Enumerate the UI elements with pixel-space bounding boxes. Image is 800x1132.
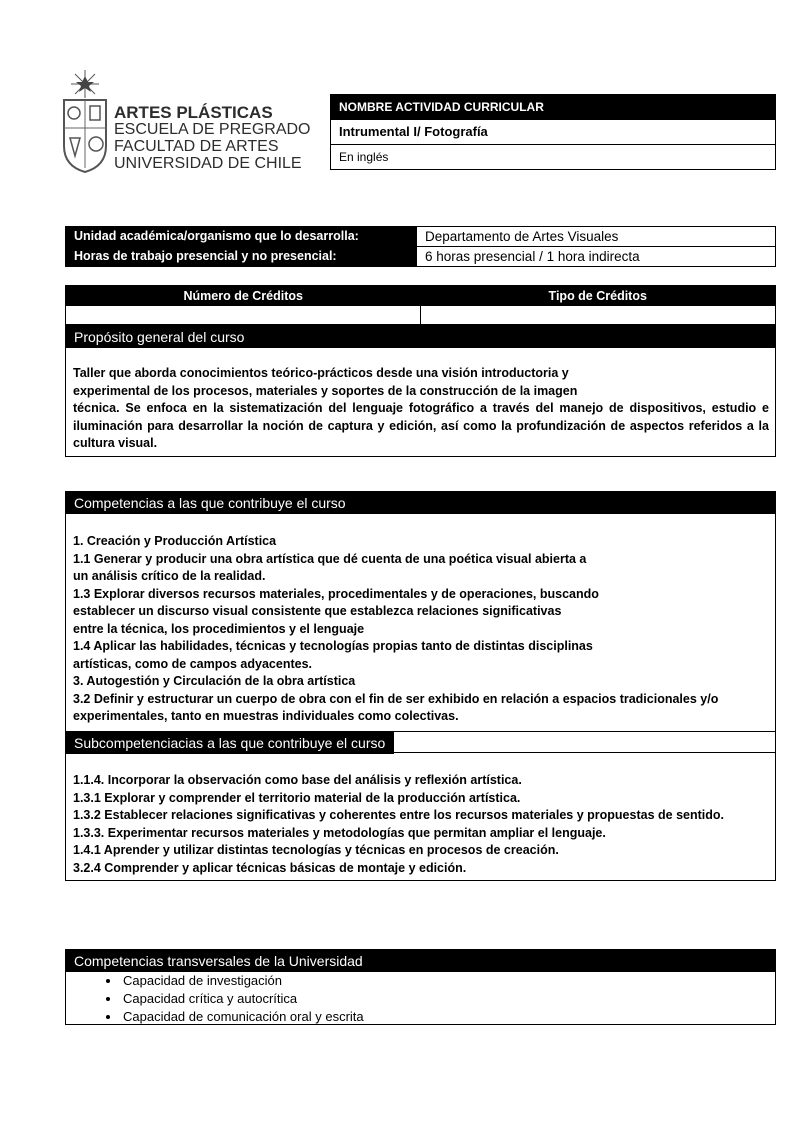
list-item: • Capacidad de comunicación oral y escrita [121,1008,775,1026]
activity-english-name: En inglés [339,150,389,164]
list-item: establecer un discurso visual consistente que establezca relaciones significativas [73,604,562,618]
activity-name-box [330,94,776,170]
list-item: 1.4.1 Aprender y utilizar distintas tecnologías y técnicas en procesos de creación. [73,843,559,857]
credits-number-header: Número de Créditos [183,289,303,303]
competencies-section [65,491,776,881]
university-emblem-icon [60,68,110,174]
list-item: 3.2.4 Comprender y aplicar técnicas básicas de montaje y edición. [73,860,467,875]
list-item: 1.3.1 Explorar y comprender el territorio material de la producción artística. [73,790,521,805]
list-item: 1.1 Generar y producir una obra artística que dé cuenta de una poética visual abierta a [73,551,587,566]
list-item: un análisis crítico de la realidad. [73,569,266,583]
competencies-title: Competencias a las que contribuye el curso [66,492,775,514]
purpose-line-3: técnica. Se enfoca en la sistematización del lenguaje fotográfico a través del manejo de dispositivos, estudio e iluminación para desarrollar la noción de captura y edición, así como la profundización de aspectos referidos a la cultura visual. [73,401,769,450]
purpose-line-2: experimental de los procesos, materiales y soportes de la construcción de la imagen [73,383,578,398]
logo-line-faculty: FACULTAD DE ARTES [114,138,279,155]
purpose-line-1: Taller que aborda conocimientos teórico-prácticos desde una visión introductoria y [73,366,569,380]
list-item: 1.3 Explorar diversos recursos materiales, procedimentales y de operaciones, buscando [73,586,599,601]
list-item: 3. Autogestión y Circulación de la obra artística [73,674,356,688]
purpose-section [65,325,776,457]
unit-label: Unidad académica/organismo que lo desarrolla: [66,227,416,246]
hours-value: 6 horas presencial / 1 hora indirecta [416,247,775,266]
list-item: 1.3.2 Establecer relaciones significativas y coherentes entre los recursos materiales y propuestas de sentido. [73,808,724,822]
logo-title: ARTES PLÁSTICAS [114,103,273,122]
unit-value: Departamento de Artes Visuales [416,227,775,246]
academic-unit-table [65,226,776,267]
transversal-section [65,949,776,1025]
list-item: 3.2 Definir y estructurar un cuerpo de obra con el fin de ser exhibido en relación a espacios tradicionales y/o [73,691,719,706]
list-item: artísticas, como de campos adyacentes. [73,656,312,671]
list-item: entre la técnica, los procedimientos y el lenguaje [73,621,365,636]
logo-line-school: ESCUELA DE PREGRADO [114,121,311,138]
activity-name: Intrumental I/ Fotografía [331,120,775,145]
list-item: 1. Creación y Producción Artística [73,534,277,548]
list-item: 1.1.4. Incorporar la observación como base del análisis y reflexión artística. [73,773,522,787]
list-item: • Capacidad de investigación [121,972,775,990]
logo-line-university: UNIVERSIDAD DE CHILE [114,155,302,172]
credits-number-cell [66,306,421,324]
list-item: 1.3.3. Experimentar recursos materiales y metodologías que permitan ampliar el lenguaje. [73,825,606,840]
credits-table [65,285,776,325]
subcompetencies-title: Subcompetenciacias a las que contribuye el curso [66,732,394,754]
transversal-title: Competencias transversales de la Universidad [66,950,775,972]
list-item: 1.4 Aplicar las habilidades, técnicas y tecnologías propias tanto de distintas disciplinas [73,639,593,653]
activity-header: NOMBRE ACTIVIDAD CURRICULAR [331,95,775,120]
table-row [66,227,775,247]
hours-label: Horas de trabajo presencial y no presencial: [66,247,416,266]
university-logo [60,68,320,178]
list-item: • Capacidad crítica y autocrítica [121,990,775,1008]
purpose-title: Propósito general del curso [66,326,775,348]
list-item: experimentales, tanto en muestras individuales como colectivas. [73,709,459,723]
credits-type-header: Tipo de Créditos [548,289,647,303]
credits-type-cell [421,306,776,324]
table-row [66,247,775,266]
